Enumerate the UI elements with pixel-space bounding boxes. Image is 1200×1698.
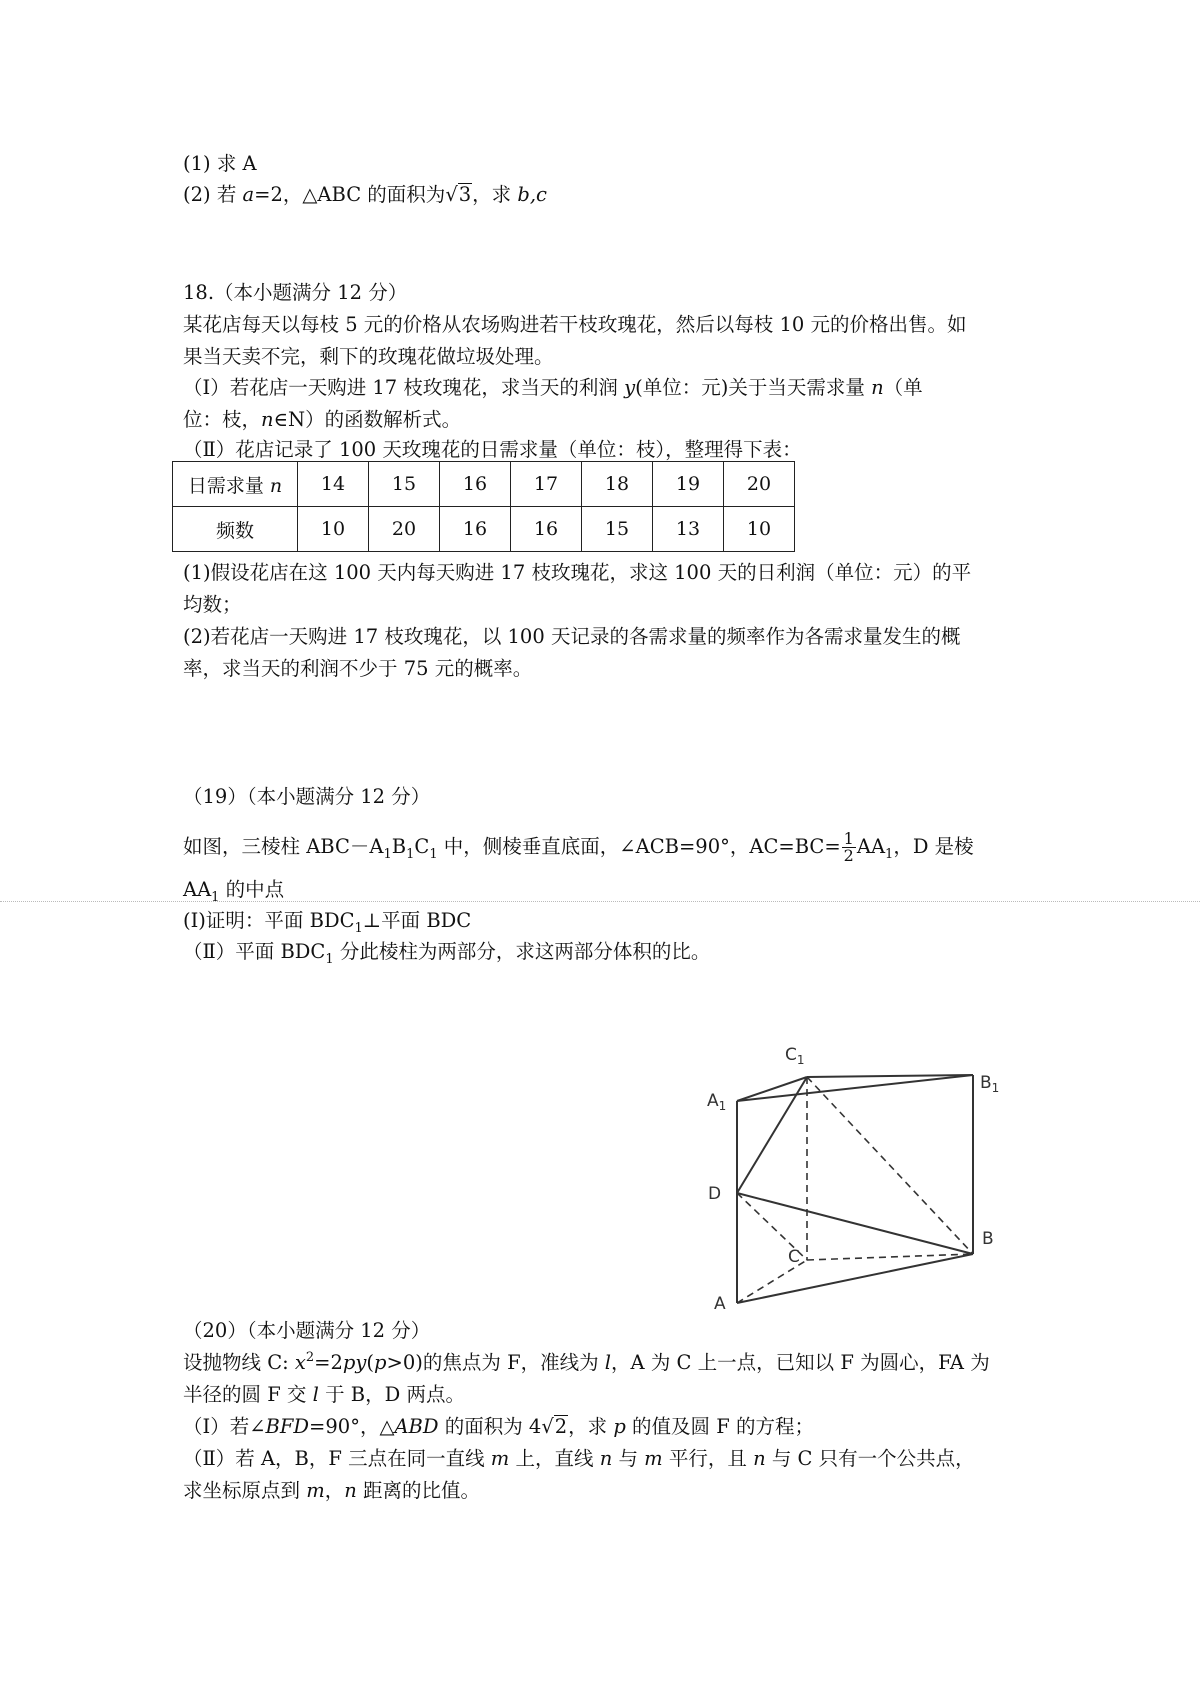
var-abd: ABD	[394, 1415, 439, 1438]
text: 距离的比值。	[356, 1479, 480, 1502]
text: ，A 为 C 上一点，已知以 F 为圆心，FA 为	[611, 1351, 990, 1374]
table-cell: 14	[298, 462, 369, 507]
q18-paragraph-line2: 果当天卖不完，剩下的玫瑰花做垃圾处理。	[183, 345, 554, 368]
table-cell: 20	[369, 507, 440, 552]
label-d: D	[708, 1184, 722, 1204]
text: （单	[883, 376, 923, 399]
var-l: l	[604, 1351, 612, 1374]
q18-sub1-line2: 均数；	[183, 593, 242, 616]
text: （Ⅰ）若∠	[183, 1415, 266, 1438]
q19-header: （19）（本小题满分 12 分）	[183, 785, 431, 808]
q18-part2: （Ⅱ）花店记录了 100 天玫瑰花的日需求量（单位：枝），整理得下表：	[183, 438, 802, 461]
text: 位：枝，	[183, 408, 262, 431]
q17-part2-text: (2) 若	[183, 183, 243, 206]
text: 分此棱柱为两部分，求这两部分体积的比。	[333, 940, 711, 963]
q17-part2-text: =2，△ABC 的面积为	[254, 183, 446, 206]
var-n: n	[269, 474, 283, 497]
subscript: 1	[383, 847, 392, 862]
superscript: 2	[305, 1350, 315, 1365]
text: =2	[314, 1351, 343, 1374]
table-cell: 20	[724, 462, 795, 507]
var-n: n	[261, 408, 274, 431]
text: （Ⅱ）若 A，B，F 三点在同一直线	[183, 1447, 491, 1470]
q19-paragraph-line2	[183, 878, 285, 905]
text: 设抛物线 C:	[183, 1351, 295, 1374]
text: AA	[856, 835, 886, 858]
text: (Ⅰ)证明：平面 BDC	[183, 909, 355, 932]
text: 于 B，D 两点。	[318, 1383, 465, 1406]
row-header-frequency: 频数	[173, 507, 298, 552]
var-bc: b,c	[517, 183, 547, 206]
label-a: A	[714, 1294, 726, 1310]
label-c: C	[788, 1247, 800, 1267]
var-n: n	[871, 376, 884, 399]
table-cell: 16	[511, 507, 582, 552]
table-cell: 13	[653, 507, 724, 552]
var-n: n	[753, 1447, 766, 1470]
text: 的中点	[219, 878, 285, 901]
text: (	[366, 1351, 375, 1374]
text: （Ⅱ）平面 BDC	[183, 940, 326, 963]
table-cell: 16	[440, 507, 511, 552]
subscript: 1	[354, 921, 363, 936]
q18-sub2-line2: 率，求当天的利润不少于 75 元的概率。	[183, 657, 533, 680]
q20-paragraph-line2	[183, 1383, 465, 1406]
text: ，	[324, 1479, 345, 1502]
table-cell: 15	[369, 462, 440, 507]
label-b: B	[982, 1229, 994, 1249]
q19-part2	[183, 940, 711, 967]
sqrt-3	[445, 183, 472, 206]
text: 中，侧棱垂直底面，∠ACB=90°，AC=BC=	[437, 835, 841, 858]
fraction-one-half	[842, 831, 856, 864]
edge-c1-b1	[807, 1075, 973, 1077]
var-p: p	[374, 1351, 387, 1374]
var-m: m	[644, 1447, 663, 1470]
var-m: m	[490, 1447, 510, 1470]
text: (单位：元)关于当天需求量	[635, 376, 872, 399]
subscript: 1	[406, 847, 415, 862]
text: C	[414, 835, 430, 858]
var-l: l	[312, 1383, 319, 1406]
q20-part2-line2	[183, 1479, 480, 1502]
text: 与 C 只有一个公共点，	[765, 1447, 975, 1470]
text: ∈N）的函数解析式。	[273, 408, 462, 431]
text: >0)的焦点为 F，准线为	[386, 1351, 605, 1374]
q20-part1	[183, 1415, 814, 1438]
text: B	[391, 835, 407, 858]
text: 平行，且	[662, 1447, 754, 1470]
radicand: 3	[458, 183, 472, 206]
label-c1: $C_1$	[785, 1045, 805, 1067]
text: ，求	[568, 1415, 614, 1438]
q18-header: 18.（本小题满分 12 分）	[183, 281, 408, 304]
table-cell: 15	[582, 507, 653, 552]
text: 如图，三棱柱 ABC－A	[183, 835, 384, 858]
text: 的值及圆 F 的方程；	[625, 1415, 814, 1438]
text: ⊥平面 BDC	[362, 909, 472, 932]
sqrt-sign: √	[445, 183, 458, 206]
var-y: y	[624, 376, 636, 399]
var-py: py	[342, 1351, 367, 1374]
q18-part1-line1	[183, 376, 923, 399]
text: ，D 是棱	[893, 835, 974, 858]
row-header-demand	[173, 462, 298, 507]
label-a1: $A_1$	[707, 1091, 727, 1113]
var-n: n	[599, 1447, 613, 1470]
text: 上，直线	[509, 1447, 600, 1470]
q20-part2-line1	[183, 1447, 975, 1470]
table-row-demand	[173, 462, 795, 507]
var-p: p	[613, 1415, 626, 1438]
demand-frequency-table	[172, 461, 795, 552]
edge-d-b	[737, 1193, 973, 1254]
page-break-divider	[0, 901, 1200, 902]
text: AA	[183, 878, 212, 901]
hidden-edge-c1-b	[807, 1077, 973, 1254]
q18-sub1-line1: (1)假设花店在这 100 天内每天购进 17 枝玫瑰花，求这 100 天的日利润（单位：元）的平	[183, 561, 972, 584]
q17-part1: (1) 求 A	[183, 152, 257, 175]
denominator: 2	[843, 846, 854, 865]
var-x: x	[294, 1351, 306, 1374]
table-cell: 17	[511, 462, 582, 507]
table-cell: 18	[582, 462, 653, 507]
subscript: 1	[211, 890, 220, 905]
radicand: 2	[554, 1415, 568, 1438]
sqrt-2	[541, 1415, 568, 1438]
text: （Ⅰ）若花店一天购进 17 枝玫瑰花，求当天的利润	[183, 376, 625, 399]
edge-d-c1	[737, 1077, 807, 1193]
var-a: a	[242, 183, 255, 206]
subscript: 1	[885, 847, 894, 862]
subscript: 1	[325, 952, 334, 967]
text: 求坐标原点到	[183, 1479, 307, 1502]
edge-a-b	[737, 1254, 973, 1303]
q17-part2-text: ，求	[472, 183, 518, 206]
table-cell: 10	[298, 507, 369, 552]
text: 半径的圆 F 交	[183, 1383, 313, 1406]
q20-paragraph-line1	[183, 1351, 990, 1374]
table-cell: 10	[724, 507, 795, 552]
table-cell: 19	[653, 462, 724, 507]
q18-paragraph-line1: 某花店每天以每枝 5 元的价格从农场购进若干枝玫瑰花，然后以每枝 10 元的价格出售。如	[183, 313, 967, 336]
text: 的面积为 4	[438, 1415, 542, 1438]
table-row-frequency	[173, 507, 795, 552]
q18-sub2-line1: (2)若花店一天购进 17 枝玫瑰花，以 100 天记录的各需求量的频率作为各需求量发生的概	[183, 625, 961, 648]
var-bfd: BFD	[265, 1415, 310, 1438]
header-text: 日需求量	[187, 474, 270, 497]
table-cell: 16	[440, 462, 511, 507]
text: =90°，△	[309, 1415, 395, 1438]
q17-part2	[183, 183, 547, 206]
label-b1: $B_1$	[980, 1073, 1000, 1095]
triangular-prism-figure	[695, 1010, 1025, 1310]
sqrt-sign: √	[541, 1415, 554, 1438]
q18-part1-line2	[183, 408, 461, 431]
text: 与	[612, 1447, 645, 1470]
subscript: 1	[429, 847, 438, 862]
q19-part1	[183, 909, 472, 936]
var-n: n	[344, 1479, 357, 1502]
q19-paragraph-line1	[183, 831, 974, 864]
var-m: m	[306, 1479, 325, 1502]
q20-header: （20）（本小题满分 12 分）	[183, 1319, 431, 1342]
numerator: 1	[843, 829, 854, 848]
